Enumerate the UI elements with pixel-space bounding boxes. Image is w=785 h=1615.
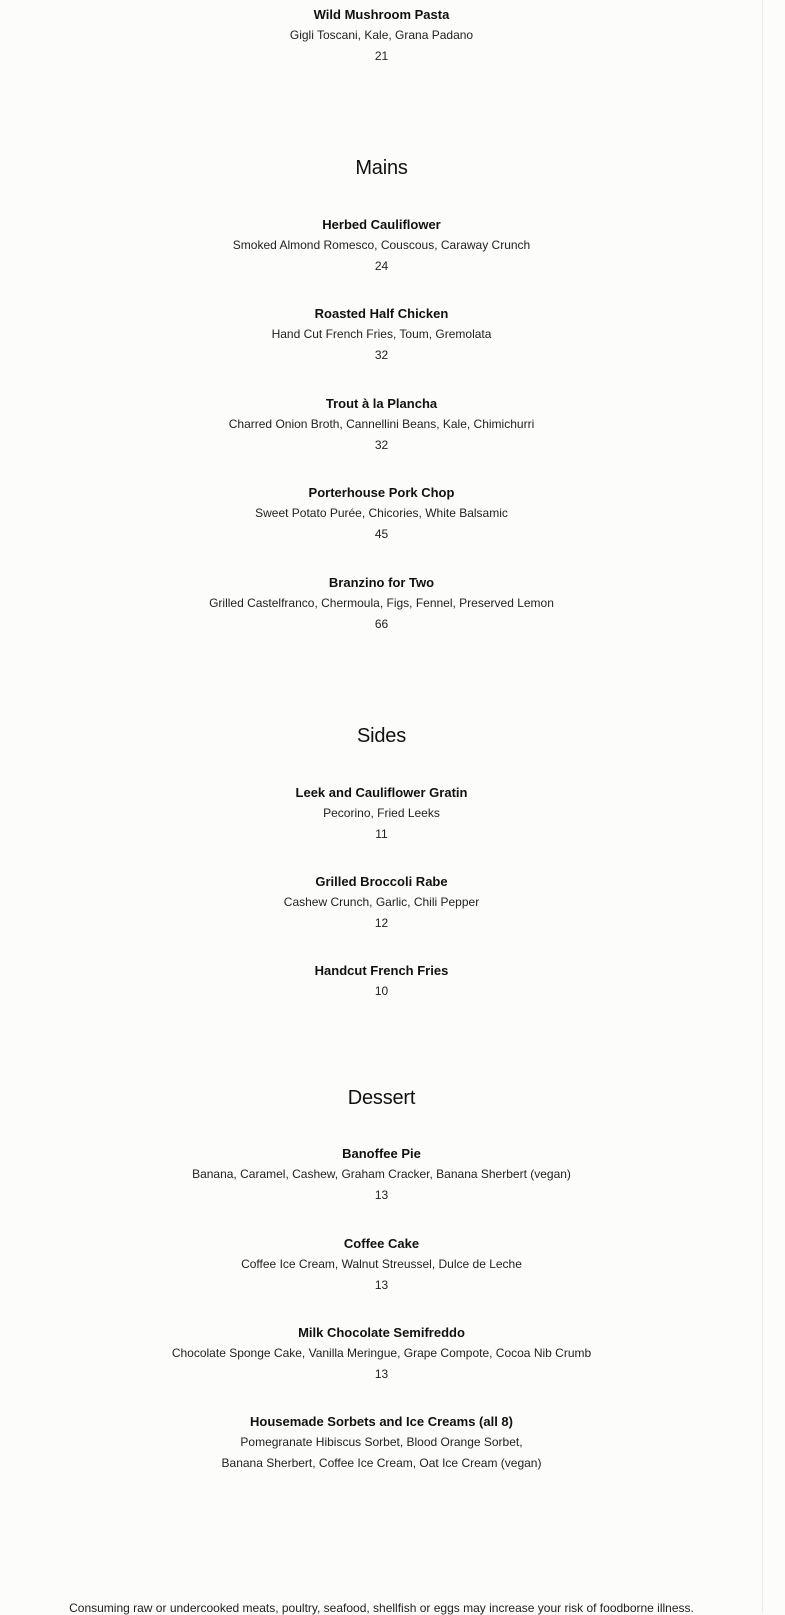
section-title-dessert: Dessert <box>347 1087 416 1109</box>
item-description: Charred Onion Broth, Cannellini Beans, Kale, Chimichurri <box>228 417 535 431</box>
menu-item-wild-mushroom-pasta <box>0 4 763 67</box>
item-name: Wild Mushroom Pasta <box>313 7 450 22</box>
item-description: Pomegranate Hibiscus Sorbet, Blood Orange Sorbet, <box>240 1435 523 1449</box>
item-price: 32 <box>374 348 389 362</box>
section-title-mains: Mains <box>355 157 408 179</box>
page-scrollbar[interactable] <box>762 0 785 1613</box>
item-price: 24 <box>374 259 389 273</box>
menu-item-trout-a-la-plancha <box>0 393 763 456</box>
item-name: Roasted Half Chicken <box>314 306 449 321</box>
foodborne-illness-disclaimer: Consuming raw or undercooked meats, poultry, seafood, shellfish or eggs may increase your risk of foodborne illness. <box>69 1601 694 1615</box>
item-name: Porterhouse Pork Chop <box>308 485 455 500</box>
item-description: Smoked Almond Romesco, Couscous, Caraway Crunch <box>232 238 531 252</box>
menu-item-handcut-french-fries <box>0 960 763 1002</box>
item-price: 32 <box>374 438 389 452</box>
menu-item-coffee-cake <box>0 1233 763 1296</box>
item-price: 66 <box>374 617 389 631</box>
item-price: 12 <box>374 916 389 930</box>
item-name: Herbed Cauliflower <box>322 217 441 232</box>
menu-item-housemade-sorbets <box>0 1411 763 1474</box>
menu-item-roasted-half-chicken <box>0 303 763 366</box>
menu-item-milk-chocolate-semifreddo <box>0 1322 763 1385</box>
item-name: Leek and Cauliflower Gratin <box>295 785 468 800</box>
item-price: 10 <box>374 984 389 998</box>
menu-item-branzino-for-two <box>0 572 763 635</box>
item-name: Milk Chocolate Semifreddo <box>298 1325 465 1340</box>
item-name: Housemade Sorbets and Ice Creams (all 8) <box>250 1414 513 1429</box>
item-price: 13 <box>374 1188 389 1202</box>
item-description: Chocolate Sponge Cake, Vanilla Meringue, Grape Compote, Cocoa Nib Crumb <box>171 1346 592 1360</box>
menu-item-grilled-broccoli-rabe <box>0 871 763 934</box>
item-price: 13 <box>374 1367 389 1381</box>
menu-item-porterhouse-pork-chop <box>0 482 763 545</box>
item-description: Grilled Castelfranco, Chermoula, Figs, Fennel, Preserved Lemon <box>209 596 554 610</box>
item-price: 45 <box>374 527 389 541</box>
item-price: 11 <box>375 827 388 841</box>
item-description: Coffee Ice Cream, Walnut Streussel, Dulce de Leche <box>241 1257 522 1271</box>
item-description: Banana, Caramel, Cashew, Graham Cracker, Banana Sherbert (vegan) <box>192 1167 571 1181</box>
item-name: Trout à la Plancha <box>325 396 438 411</box>
item-price: 13 <box>374 1278 389 1292</box>
section-title-sides: Sides <box>356 725 407 747</box>
item-name: Handcut French Fries <box>314 963 449 978</box>
menu-item-leek-cauliflower-gratin <box>0 782 763 845</box>
menu-item-herbed-cauliflower <box>0 214 763 277</box>
item-description: Hand Cut French Fries, Toum, Gremolata <box>271 327 492 341</box>
item-description: Banana Sherbert, Coffee Ice Cream, Oat Ice Cream (vegan) <box>221 1456 542 1470</box>
item-name: Grilled Broccoli Rabe <box>315 874 448 889</box>
item-name: Coffee Cake <box>343 1236 420 1251</box>
item-description: Pecorino, Fried Leeks <box>323 806 440 820</box>
item-price: 21 <box>374 49 389 63</box>
item-description: Sweet Potato Purée, Chicories, White Balsamic <box>255 506 508 520</box>
menu-item-banoffee-pie <box>0 1143 763 1206</box>
item-description: Cashew Crunch, Garlic, Chili Pepper <box>283 895 480 909</box>
item-name: Branzino for Two <box>328 575 435 590</box>
item-name: Banoffee Pie <box>342 1146 421 1161</box>
item-description: Gigli Toscani, Kale, Grana Padano <box>289 28 474 42</box>
